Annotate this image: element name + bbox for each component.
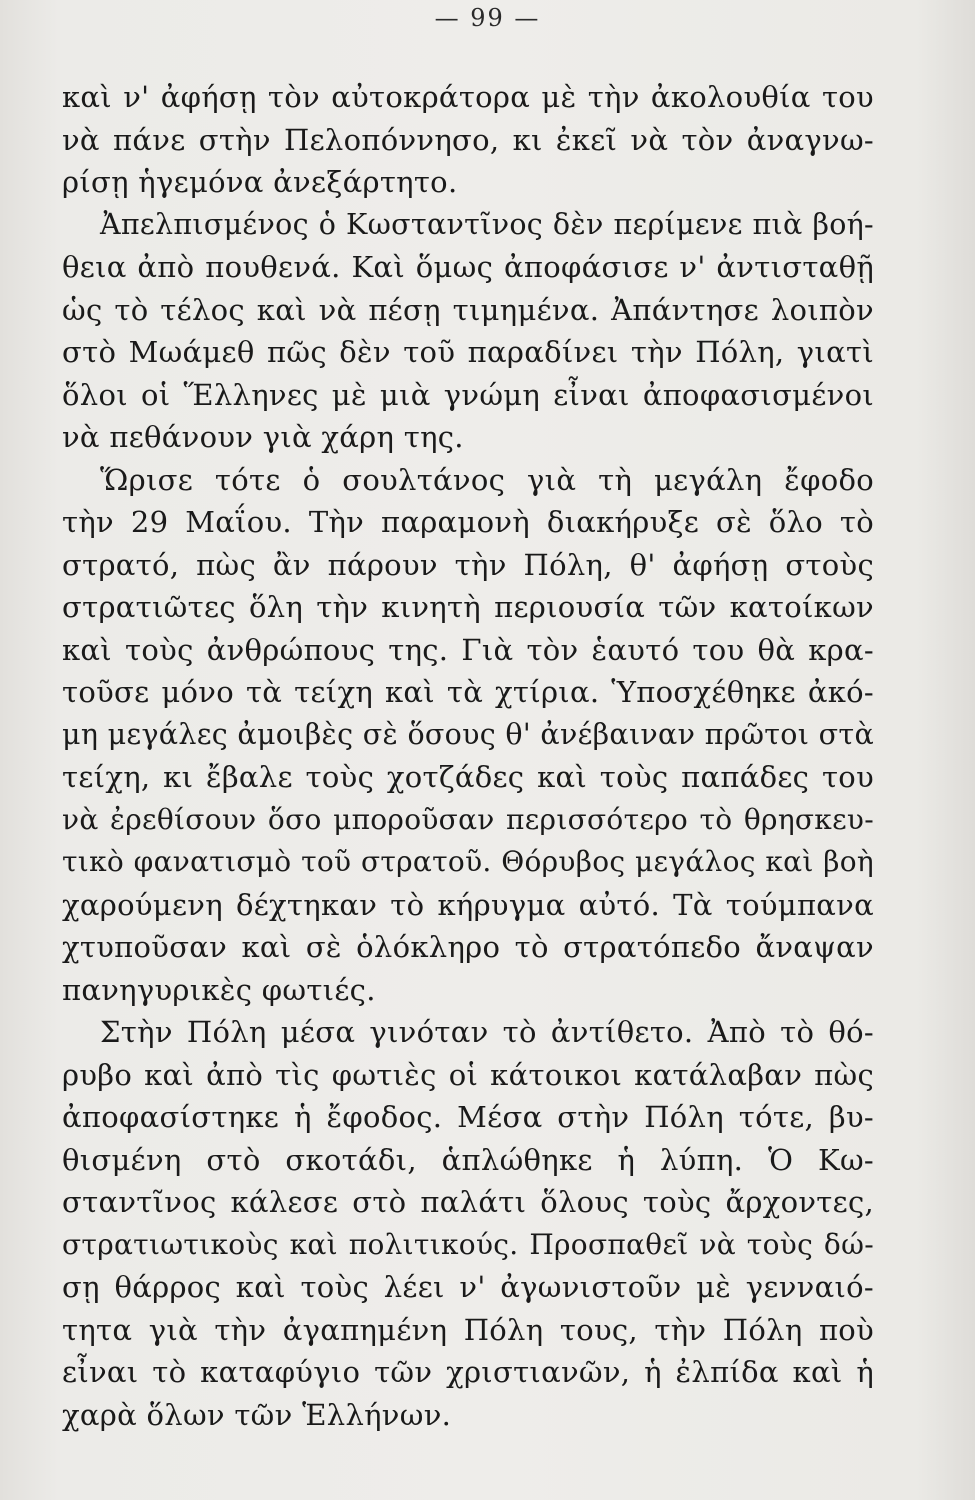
text-line: καὶ τοὺς ἀνθρώπους της. Γιὰ τὸν ἑαυτό του θὰ κρα- (62, 632, 874, 667)
text-line: πανηγυρικὲς φωτιές. (62, 972, 376, 1007)
text-line: στρατιῶτες ὅλη τὴν κινητὴ περιουσία τῶν κατοίκων (62, 590, 874, 624)
text-line: στρατιωτικοὺς καὶ πολιτικούς. Προσπαθεῖ νὰ τοὺς δώ- (62, 1227, 874, 1261)
text-line: μη μεγάλες ἀμοιβὲς σὲ ὅσους θ' ἀνέβαιναν πρῶτοι στὰ (62, 717, 874, 751)
text-line: ρυβο καὶ ἀπὸ τὶς φωτιὲς οἱ κάτοικοι κατάλαβαν πὼς (62, 1057, 874, 1092)
text-line: τοῦσε μόνο τὰ τείχη καὶ τὰ χτίρια. Ὑποσχέθηκε ἀκό- (62, 675, 874, 709)
text-line: σῃ θάρρος καὶ τοὺς λέει ν' ἀγωνιστοῦν μὲ γενναιό- (62, 1270, 874, 1304)
text-line: ὡς τὸ τέλος καὶ νὰ πέσῃ τιμημένα. Ἀπάντησε λοιπὸν (62, 292, 874, 327)
text-line: τείχη, κι ἔβαλε τοὺς χοτζάδες καὶ τοὺς παπάδες του (62, 760, 874, 794)
paragraph-first-line: Ὥρισε τότε ὁ σουλτάνος γιὰ τὴ μεγάλη ἔφοδο (100, 462, 874, 497)
text-line: καὶ ν' ἀφήσῃ τὸν αὐτοκράτορα μὲ τὴν ἀκολουθία του (62, 80, 874, 114)
text-line: νὰ πάνε στὴν Πελοπόννησο, κι ἐκεῖ νὰ τὸν ἀναγνω- (62, 122, 874, 157)
text-line: στὸ Μωάμεθ πῶς δὲν τοῦ παραδίνει τὴν Πόλη, γιατὶ (62, 335, 874, 369)
text-line: νὰ ἐρεθίσουν ὅσο μποροῦσαν περισσότερο τὸ θρησκευ- (62, 802, 874, 836)
text-line: τητα γιὰ τὴν ἀγαπημένη Πόλη τους, τὴν Πόλη ποὺ (62, 1312, 874, 1347)
text-line: θεια ἀπὸ πουθενά. Καὶ ὅμως ἀποφάσισε ν' ἀντισταθῇ (62, 250, 874, 284)
text-line: ρίσῃ ἡγεμόνα ἀνεξάρτητο. (62, 165, 458, 199)
text-line: ἀποφασίστηκε ἡ ἔφοδος. Μέσα στὴν Πόλη τότε, βυ- (62, 1100, 874, 1134)
text-line: εἶναι τὸ καταφύγιο τῶν χριστιανῶν, ἡ ἐλπίδα καὶ ἡ (62, 1355, 874, 1389)
text-line: χτυποῦσαν καὶ σὲ ὁλόκληρο τὸ στρατόπεδο ἄναψαν (62, 930, 874, 964)
text-line: χαρὰ ὅλων τῶν Ἑλλήνων. (62, 1397, 452, 1432)
text-line: τὴν 29 Μαΐου. Τὴν παραμονὴ διακήρυξε σὲ ὅλο τὸ (62, 505, 874, 539)
text-line: νὰ πεθάνουν γιὰ χάρη της. (62, 420, 464, 454)
text-line: τικὸ φανατισμὸ τοῦ στρατοῦ. Θόρυβος μεγάλος καὶ βοὴ (62, 845, 874, 878)
text-line: ὅλοι οἱ Ἕλληνες μὲ μιὰ γνώμη εἶναι ἀποφασισμένοι (62, 377, 874, 412)
text-line: στρατό, πὼς ἂν πάρουν τὴν Πόλη, θ' ἀφήσῃ στοὺς (62, 547, 874, 582)
paragraph-first-line: Στὴν Πόλη μέσα γινόταν τὸ ἀντίθετο. Ἀπὸ τὸ θό- (100, 1015, 874, 1049)
paragraph-first-line: Ἀπελπισμένος ὁ Κωσταντῖνος δὲν περίμενε πιὰ βοή- (100, 207, 874, 241)
text-line: χαρούμενη δέχτηκαν τὸ κήρυγμα αὐτό. Τὰ τούμπανα (62, 887, 874, 922)
body-text (62, 76, 874, 1436)
text-line: σταντῖνος κάλεσε στὸ παλάτι ὅλους τοὺς ἄρχοντες, (62, 1185, 874, 1219)
text-line: θισμένη στὸ σκοτάδι, ἁπλώθηκε ἡ λύπη. Ὁ Κω- (62, 1142, 874, 1177)
page-number: — 99 — (434, 4, 541, 32)
